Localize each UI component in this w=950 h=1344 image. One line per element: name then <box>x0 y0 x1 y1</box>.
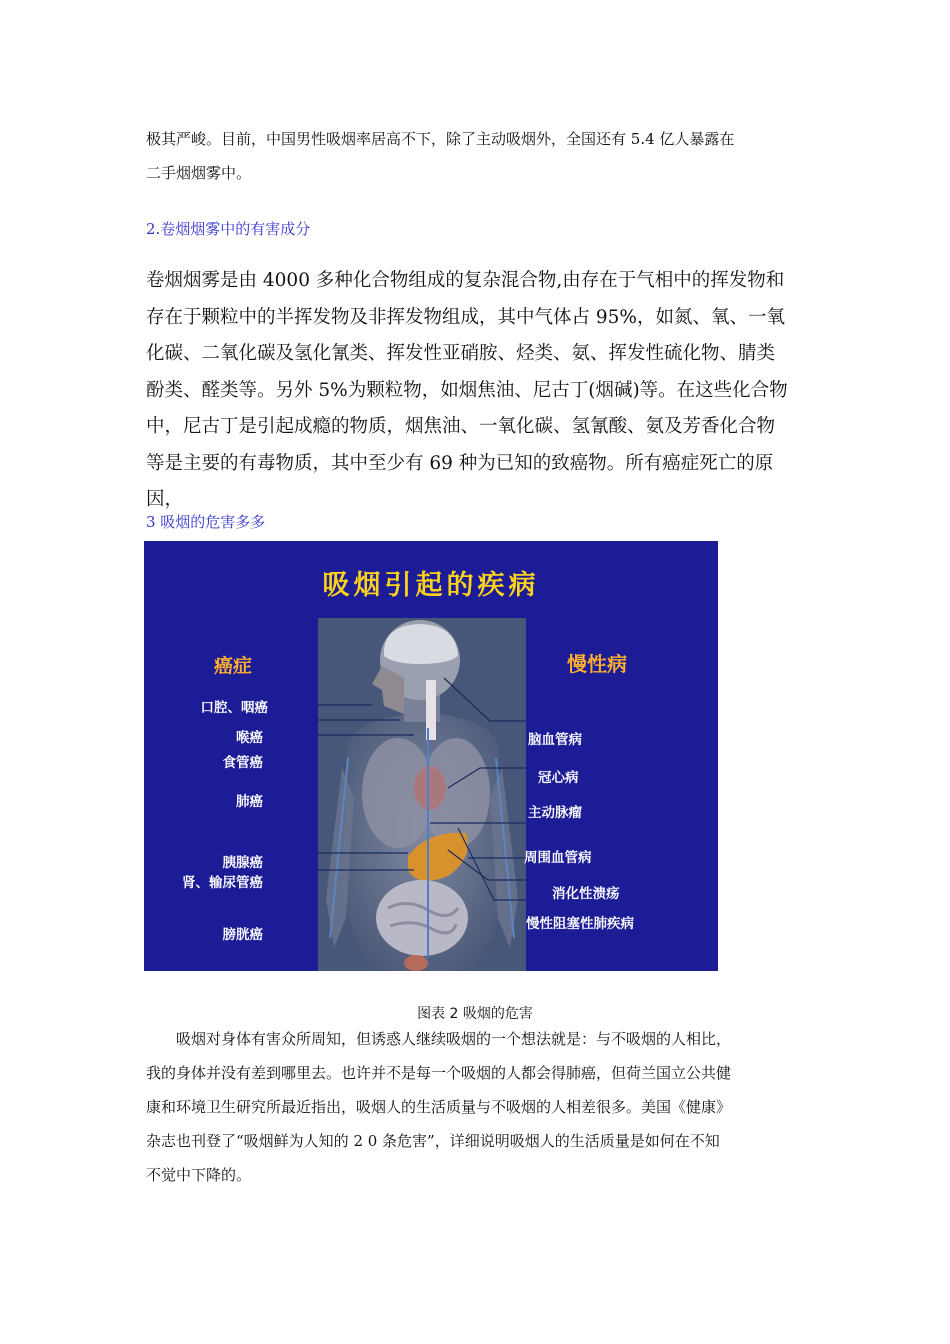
cancer-label-pancreas: 胰腺癌 <box>222 855 263 871</box>
chronic-label-peptic-ulcer: 消化性溃疡 <box>552 886 620 902</box>
intro-line: 二手烟烟雾中。 <box>146 164 252 182</box>
cancer-label-lung: 肺癌 <box>236 794 263 810</box>
intro-paragraph <box>146 122 808 190</box>
section-heading-2: 2.卷烟烟雾中的有害成分 <box>146 220 311 238</box>
figure-caption: 图表 2 吸烟的危害 <box>417 1006 533 1022</box>
section-heading-3: 3 吸烟的危害多多 <box>146 513 266 531</box>
paragraph-line: 等是主要的有毒物质，其中至少有 69 种为已知的致癌物。所有癌症死亡的原因， <box>146 452 774 510</box>
paragraph-line: 存在于颗粒中的半挥发物及非挥发物组成，其中气体占 95%，如氮、氧、一氧 <box>146 306 786 328</box>
cancer-label-larynx: 喉癌 <box>236 730 263 746</box>
figure-title: 吸烟引起的疾病 <box>322 570 540 601</box>
paragraph-line: 卷烟烟雾是由 4000 多种化合物组成的复杂混合物,由存在于气相中的挥发物和 <box>146 270 785 291</box>
section-2-paragraph <box>146 263 808 519</box>
cancer-label-kidney: 肾、输尿管癌 <box>182 875 263 891</box>
smoking-diseases-figure <box>144 541 718 971</box>
paragraph-line: 我的身体并没有差到哪里去。也许并不是每一个吸烟的人都会得肺癌，但荷兰国立公共健 <box>146 1064 732 1082</box>
chronic-label-coronary: 冠心病 <box>538 770 579 786</box>
chronic-label-aortic-aneurysm: 主动脉瘤 <box>528 805 582 821</box>
paragraph-line: 化碳、二氧化碳及氢化氰类、挥发性亚硝胺、烃类、氨、挥发性硫化物、腈类 <box>146 343 776 364</box>
paragraph-line: 酚类、醛类等。另外 5%为颗粒物，如烟焦油、尼古丁(烟碱)等。在这些化合物 <box>146 379 788 401</box>
cancer-heading: 癌症 <box>214 655 253 677</box>
paragraph-line: 中，尼古丁是引起成瘾的物质，烟焦油、一氧化碳、氢氰酸、氨及芳香化合物 <box>146 416 776 437</box>
paragraph-line: 康和环境卫生研究所最近指出，吸烟人的生活质量与不吸烟的人相差很多。美国《健康》 <box>146 1098 732 1116</box>
chronic-label-peripheral-vascular: 周围血管病 <box>524 850 592 866</box>
cancer-label-oral: 口腔、咽癌 <box>200 700 268 716</box>
paragraph-line: 吸烟对身体有害众所周知，但诱惑人继续吸烟的一个想法就是：与不吸烟的人相比， <box>176 1030 732 1048</box>
cancer-label-bladder: 膀胱癌 <box>222 927 263 943</box>
paragraph-line: 杂志也刊登了“吸烟鲜为人知的 2 0 条危害”，详细说明吸烟人的生活质量是如何在不知 <box>146 1132 720 1150</box>
cancer-label-esophagus: 食管癌 <box>222 755 263 771</box>
chronic-disease-heading: 慢性病 <box>567 652 627 676</box>
chronic-label-cerebrovascular: 脑血管病 <box>528 732 582 748</box>
human-body-icon <box>318 618 526 971</box>
chronic-label-copd: 慢性阻塞性肺疾病 <box>526 916 634 932</box>
paragraph-line: 不觉中下降的。 <box>146 1166 252 1184</box>
intro-line: 极其严峻。目前，中国男性吸烟率居高不下，除了主动吸烟外，全国还有 5.4 亿人暴露在 <box>146 130 735 148</box>
closing-paragraph <box>146 1022 808 1192</box>
body-illustration <box>318 618 526 971</box>
